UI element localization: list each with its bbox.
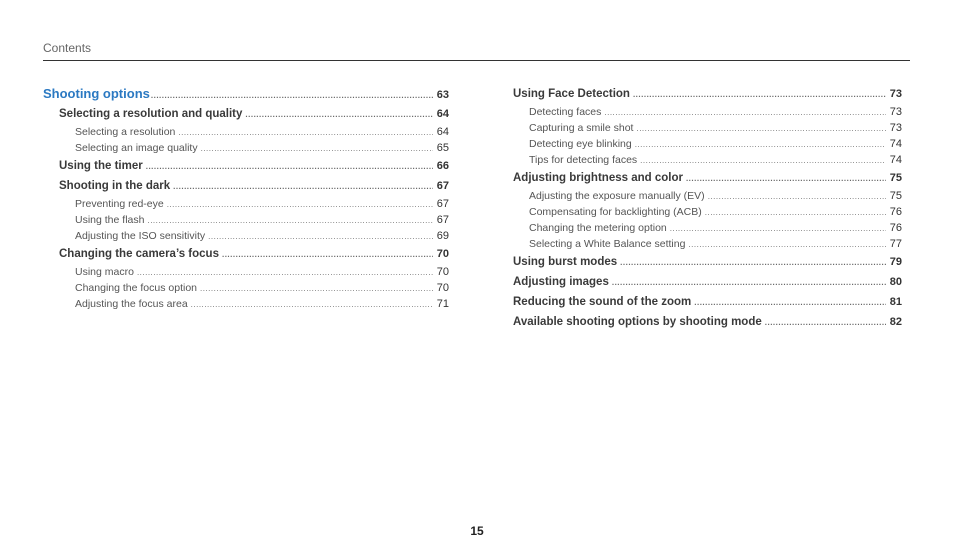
page-header [43, 41, 910, 61]
toc-entry-page: 64 [436, 108, 449, 120]
toc-leader-dots [620, 253, 886, 273]
toc-leader-dots [191, 297, 433, 313]
toc-entry[interactable] [513, 136, 902, 152]
toc-entry[interactable] [43, 84, 449, 104]
toc-leader-dots [604, 105, 885, 121]
page-number: 15 [470, 524, 484, 538]
toc-entry-title: Using Face Detection [513, 88, 630, 100]
toc-entry-page: 76 [889, 206, 902, 218]
toc-entry[interactable] [43, 296, 449, 312]
toc-leader-dots [686, 169, 886, 189]
toc-entry-title: Changing the focus option [75, 282, 198, 294]
toc-leader-dots [633, 85, 886, 105]
toc-entry[interactable] [513, 204, 902, 220]
toc-entry-title: Capturing a smile shot [529, 122, 634, 134]
toc-leader-dots [694, 293, 886, 313]
toc-entry[interactable] [43, 280, 449, 296]
toc-entry-page: 81 [889, 296, 902, 308]
toc-entry-page: 71 [436, 298, 449, 310]
toc-entry-title: Changing the metering option [529, 222, 667, 234]
toc-leader-dots [146, 157, 433, 177]
toc-entry[interactable] [513, 188, 902, 204]
toc-leader-dots [147, 213, 432, 229]
toc-entry-page: 74 [889, 138, 902, 150]
toc-leader-dots [201, 141, 433, 157]
toc-entry-page: 70 [436, 282, 449, 294]
toc-entry[interactable] [513, 252, 902, 272]
toc-leader-dots [178, 125, 432, 141]
toc-entry-title: Shooting in the dark [59, 180, 171, 192]
toc-entry-page: 73 [889, 88, 902, 100]
toc-entry-title: Preventing red-eye [75, 198, 164, 210]
toc-entry-title: Detecting faces [529, 106, 602, 118]
toc-entry-page: 66 [436, 160, 449, 172]
toc-right-column [513, 84, 902, 332]
toc-leader-dots [173, 177, 433, 197]
toc-entry[interactable] [43, 228, 449, 244]
toc-entry-page: 75 [889, 172, 902, 184]
toc-entry[interactable] [43, 104, 449, 124]
toc-entry[interactable] [513, 152, 902, 168]
toc-entry-title: Shooting options [43, 86, 150, 101]
toc-entry[interactable] [513, 220, 902, 236]
toc-entry-page: 79 [889, 256, 902, 268]
toc-leader-dots [708, 189, 886, 205]
toc-entry-title: Selecting a resolution [75, 126, 176, 138]
toc-entry-page: 63 [436, 89, 449, 101]
toc-entry[interactable] [43, 196, 449, 212]
toc-entry-title: Using the timer [59, 160, 143, 172]
toc-entry[interactable] [513, 84, 902, 104]
toc-entry[interactable] [43, 176, 449, 196]
toc-entry[interactable] [513, 104, 902, 120]
toc-entry[interactable] [43, 244, 449, 264]
toc-entry-page: 67 [436, 214, 449, 226]
toc-entry-page: 64 [436, 126, 449, 138]
toc-leader-dots [167, 197, 433, 213]
toc-entry-page: 74 [889, 154, 902, 166]
toc-entry-page: 77 [889, 238, 902, 250]
toc-leader-dots [222, 245, 433, 265]
toc-entry-page: 73 [889, 106, 902, 118]
toc-leader-dots [765, 313, 886, 333]
toc-entry[interactable] [43, 124, 449, 140]
toc-leader-dots [137, 265, 433, 281]
toc-leader-dots [200, 281, 433, 297]
toc-left-column [43, 84, 449, 312]
toc-entry[interactable] [43, 156, 449, 176]
toc-leader-dots [688, 237, 885, 253]
toc-entry-title: Compensating for backlighting (ACB) [529, 206, 702, 218]
toc-entry[interactable] [43, 212, 449, 228]
toc-entry-title: Selecting an image quality [75, 142, 198, 154]
toc-entry-page: 67 [436, 198, 449, 210]
toc-entry-page: 70 [436, 266, 449, 278]
toc-leader-dots [705, 205, 886, 221]
toc-entry-page: 70 [436, 248, 449, 260]
toc-entry-title: Detecting eye blinking [529, 138, 632, 150]
toc-entry-title: Available shooting options by shooting mode [513, 316, 762, 328]
toc-entry-title: Using macro [75, 266, 134, 278]
toc-entry-title: Adjusting brightness and color [513, 172, 683, 184]
toc-entry-title: Reducing the sound of the zoom [513, 296, 692, 308]
toc-entry-title: Changing the camera’s focus [59, 248, 219, 260]
toc-entry-page: 76 [889, 222, 902, 234]
toc-entry[interactable] [513, 312, 902, 332]
toc-entry[interactable] [43, 264, 449, 280]
toc-entry[interactable] [513, 272, 902, 292]
toc-entry-page: 69 [436, 230, 449, 242]
toc-entry-title: Tips for detecting faces [529, 154, 638, 166]
toc-entry-title: Adjusting images [513, 276, 609, 288]
toc-leader-dots [612, 273, 886, 293]
toc-entry-page: 73 [889, 122, 902, 134]
toc-leader-dots [245, 105, 432, 125]
toc-entry-title: Adjusting the focus area [75, 298, 188, 310]
toc-entry[interactable] [43, 140, 449, 156]
toc-leader-dots [670, 221, 886, 237]
toc-entry-title: Using burst modes [513, 256, 618, 268]
toc-entry[interactable] [513, 120, 902, 136]
toc-leader-dots [635, 137, 886, 153]
toc-entry-page: 75 [889, 190, 902, 202]
toc-entry-title: Selecting a resolution and quality [59, 108, 243, 120]
toc-entry[interactable] [513, 168, 902, 188]
toc-entry-page: 67 [436, 180, 449, 192]
toc-entry-page: 65 [436, 142, 449, 154]
toc-entry-title: Using the flash [75, 214, 145, 226]
toc-entry-title: Adjusting the exposure manually (EV) [529, 190, 705, 202]
toc-leader-dots [151, 86, 433, 106]
toc-entry[interactable] [513, 236, 902, 252]
toc-leader-dots [640, 153, 886, 169]
toc-entry-page: 82 [889, 316, 902, 328]
toc-leader-dots [636, 121, 885, 137]
toc-entry-page: 80 [889, 276, 902, 288]
toc-entry[interactable] [513, 292, 902, 312]
header-label: Contents [43, 41, 92, 55]
toc-entry-title: Adjusting the ISO sensitivity [75, 230, 206, 242]
toc-leader-dots [208, 229, 433, 245]
toc-entry-title: Selecting a White Balance setting [529, 238, 686, 250]
